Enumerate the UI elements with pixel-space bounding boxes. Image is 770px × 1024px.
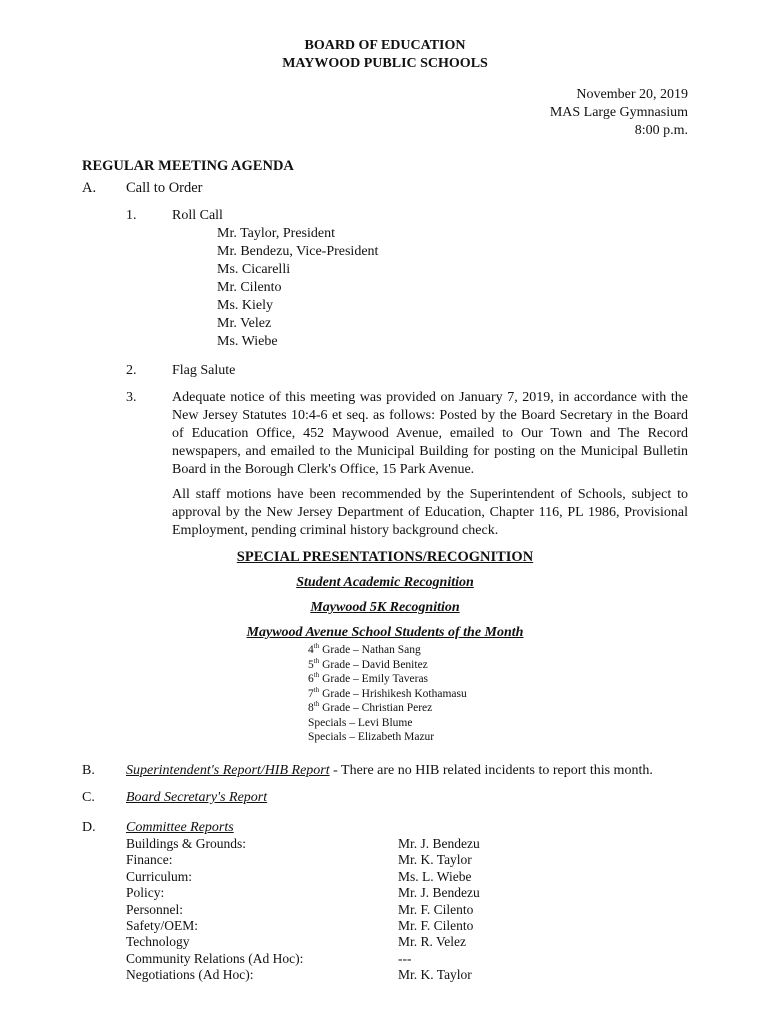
committee-name: Buildings & Grounds:: [126, 836, 247, 851]
item-2-number: 2.: [126, 363, 137, 378]
section-d-letter: D.: [82, 820, 96, 835]
roll-call-member: Mr. Cilento: [217, 280, 282, 295]
roll-call-member: Ms. Kiely: [217, 298, 273, 313]
committee-members: [398, 836, 480, 984]
committee-name: Personnel:: [126, 901, 183, 917]
item-3-number: 3.: [126, 390, 137, 405]
committee-member: Mr. F. Cilento: [398, 917, 474, 933]
student-of-month: 7th Grade – Hrishikesh Kothamasu: [308, 685, 467, 700]
flag-salute-label: Flag Salute: [172, 363, 236, 378]
section-c-letter: C.: [82, 790, 95, 805]
committee-names: [126, 836, 303, 984]
meeting-location: MAS Large Gymnasium: [549, 105, 688, 120]
committee-name: Negotiations (Ad Hoc):: [126, 967, 254, 983]
roll-call-list: [217, 225, 378, 351]
special-presentations-title: SPECIAL PRESENTATIONS/RECOGNITION: [236, 549, 534, 565]
committee-member: Mr. K. Taylor: [398, 852, 472, 868]
committee-member: Mr. F. Cilento: [398, 901, 474, 917]
student-of-month: 6th Grade – Emily Taveras: [308, 671, 429, 685]
committee-member: ---: [398, 950, 412, 966]
superintendent-report-label: Superintendent's Report/HIB Report: [126, 763, 330, 778]
staff-motions-paragraph: All staff motions have been recommended by the Superintendent of Schools, subject to approval by the New Jersey Department of Education, Chapter 116, PL 1986, Provisional Employment, pending criminal history background check.: [172, 487, 688, 538]
student-academic-recognition: Student Academic Recognition: [296, 575, 474, 590]
document-header-line2: MAYWOOD PUBLIC SCHOOLS: [282, 56, 488, 71]
maywood-5k-recognition: Maywood 5K Recognition: [310, 600, 460, 615]
student-of-month: 4th Grade – Nathan Sang: [308, 642, 421, 656]
meeting-time: 8:00 p.m.: [634, 123, 688, 138]
document-header-line1: BOARD OF EDUCATION: [304, 38, 466, 53]
roll-call-member: Ms. Cicarelli: [217, 262, 291, 277]
section-b-letter: B.: [82, 763, 95, 778]
committee-name: Curriculum:: [126, 868, 192, 884]
meeting-date: November 20, 2019: [576, 87, 688, 102]
student-of-month: Specials – Levi Blume: [308, 716, 413, 729]
students-of-month-list: [308, 643, 467, 745]
student-of-month: 5th Grade – David Benitez: [308, 656, 428, 671]
student-of-month: 8th Grade – Christian Perez: [308, 700, 433, 714]
section-a-label: Call to Order: [126, 180, 203, 196]
section-a-letter: A.: [82, 180, 97, 196]
roll-call-label: Roll Call: [172, 208, 223, 223]
roll-call-member: Mr. Bendezu, Vice-President: [217, 244, 379, 259]
board-secretary-report-label: Board Secretary's Report: [126, 790, 268, 805]
committee-reports-label: Committee Reports: [126, 820, 234, 835]
committee-name: Technology: [126, 934, 190, 950]
committee-name: Finance:: [126, 852, 173, 868]
section-b-line: [126, 762, 653, 780]
committee-member: Mr. R. Velez: [398, 934, 466, 950]
committee-name: Safety/OEM:: [126, 917, 198, 933]
item-1-number: 1.: [126, 208, 137, 223]
committee-name: Policy:: [126, 885, 165, 901]
committee-name: Community Relations (Ad Hoc):: [126, 950, 304, 966]
students-of-month-title: Maywood Avenue School Students of the Month: [246, 625, 524, 640]
committee-member: Ms. L. Wiebe: [398, 868, 472, 884]
notice-paragraph: Adequate notice of this meeting was provided on January 7, 2019, in accordance with the New Jersey Statutes 10:4-6 et seq. as follows: Posted by the Board Secretary in the Board of Education Office, 452 Maywood Avenue, emailed to Our Town and The Record newspapers, and emailed to the Municipal Building for posting on the Municipal Bulletin Board in the Borough Clerk's Office, 15 Park Avenue.: [172, 390, 688, 477]
student-of-month: Specials – Elizabeth Mazur: [308, 731, 435, 743]
committee-member: Mr. J. Bendezu: [398, 836, 480, 851]
committee-member: Mr. K. Taylor: [398, 967, 472, 983]
roll-call-member: Ms. Wiebe: [217, 334, 278, 349]
agenda-title: REGULAR MEETING AGENDA: [82, 158, 294, 174]
committee-member: Mr. J. Bendezu: [398, 885, 480, 901]
hib-note: - There are no HIB related incidents to report this month.: [329, 763, 653, 778]
roll-call-member: Mr. Velez: [217, 316, 272, 331]
roll-call-member: Mr. Taylor, President: [217, 226, 335, 241]
